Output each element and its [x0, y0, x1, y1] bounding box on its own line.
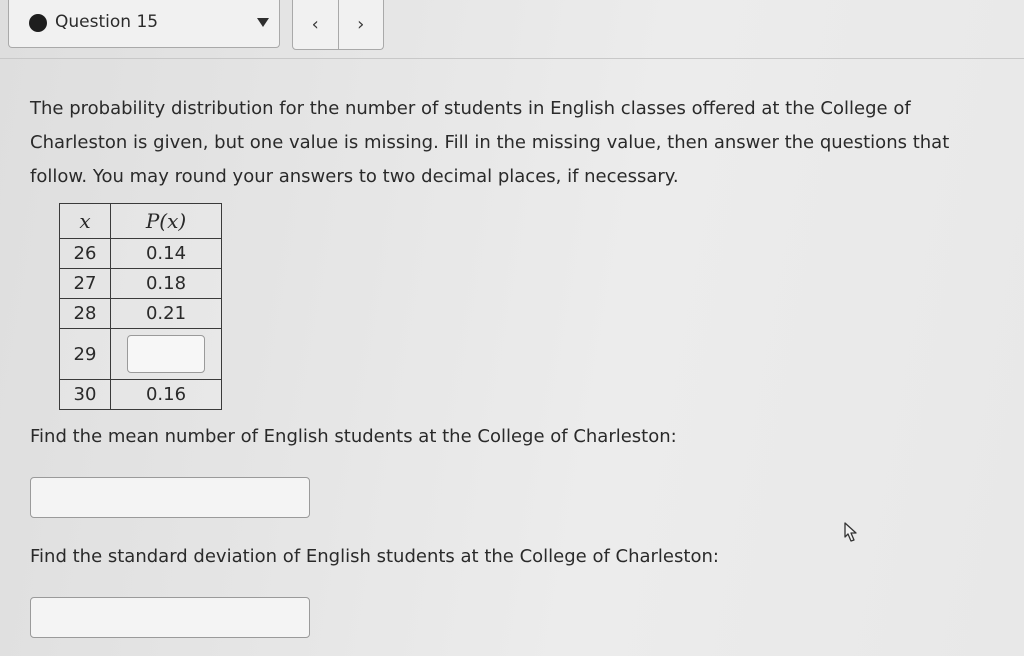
- question-selector[interactable]: [8, 0, 280, 48]
- p-value: 0.16: [111, 380, 222, 410]
- x-value: 26: [60, 239, 111, 269]
- probability-table: [59, 203, 222, 410]
- table-row: [60, 329, 222, 380]
- table-row: [60, 299, 222, 329]
- mean-answer-input[interactable]: [30, 477, 310, 518]
- status-dot-icon: [29, 14, 47, 32]
- mean-prompt: Find the mean number of English students at the College of Charleston:: [30, 426, 677, 447]
- question-text-line: The probability distribution for the number of students in English classes offered at the College of: [30, 98, 911, 119]
- p-value: 0.21: [111, 299, 222, 329]
- prev-question-button[interactable]: ‹: [311, 14, 319, 35]
- next-question-button[interactable]: ›: [338, 0, 384, 49]
- pointer-cursor-icon: [842, 522, 860, 544]
- p-value-cell: [111, 329, 222, 380]
- header-divider: [0, 58, 1024, 59]
- question-nav: [292, 0, 384, 50]
- sd-prompt: Find the standard deviation of English students at the College of Charleston:: [30, 546, 719, 567]
- column-header-x: x: [60, 204, 111, 239]
- p-value: 0.18: [111, 269, 222, 299]
- p-value: 0.14: [111, 239, 222, 269]
- x-value: 27: [60, 269, 111, 299]
- x-value: 30: [60, 380, 111, 410]
- question-text: [30, 92, 1000, 194]
- question-label: Question 15: [55, 12, 159, 32]
- x-value: 29: [60, 329, 111, 380]
- column-header-px: P(x): [111, 204, 222, 239]
- table-row: [60, 239, 222, 269]
- table-row: [60, 380, 222, 410]
- question-text-line: Charleston is given, but one value is missing. Fill in the missing value, then answer the questions that: [30, 132, 950, 153]
- caret-down-icon[interactable]: [257, 18, 269, 27]
- missing-probability-input[interactable]: [127, 335, 205, 373]
- question-text-line: follow. You may round your answers to two decimal places, if necessary.: [30, 166, 679, 187]
- x-value: 28: [60, 299, 111, 329]
- sd-answer-input[interactable]: [30, 597, 310, 638]
- table-row: [60, 269, 222, 299]
